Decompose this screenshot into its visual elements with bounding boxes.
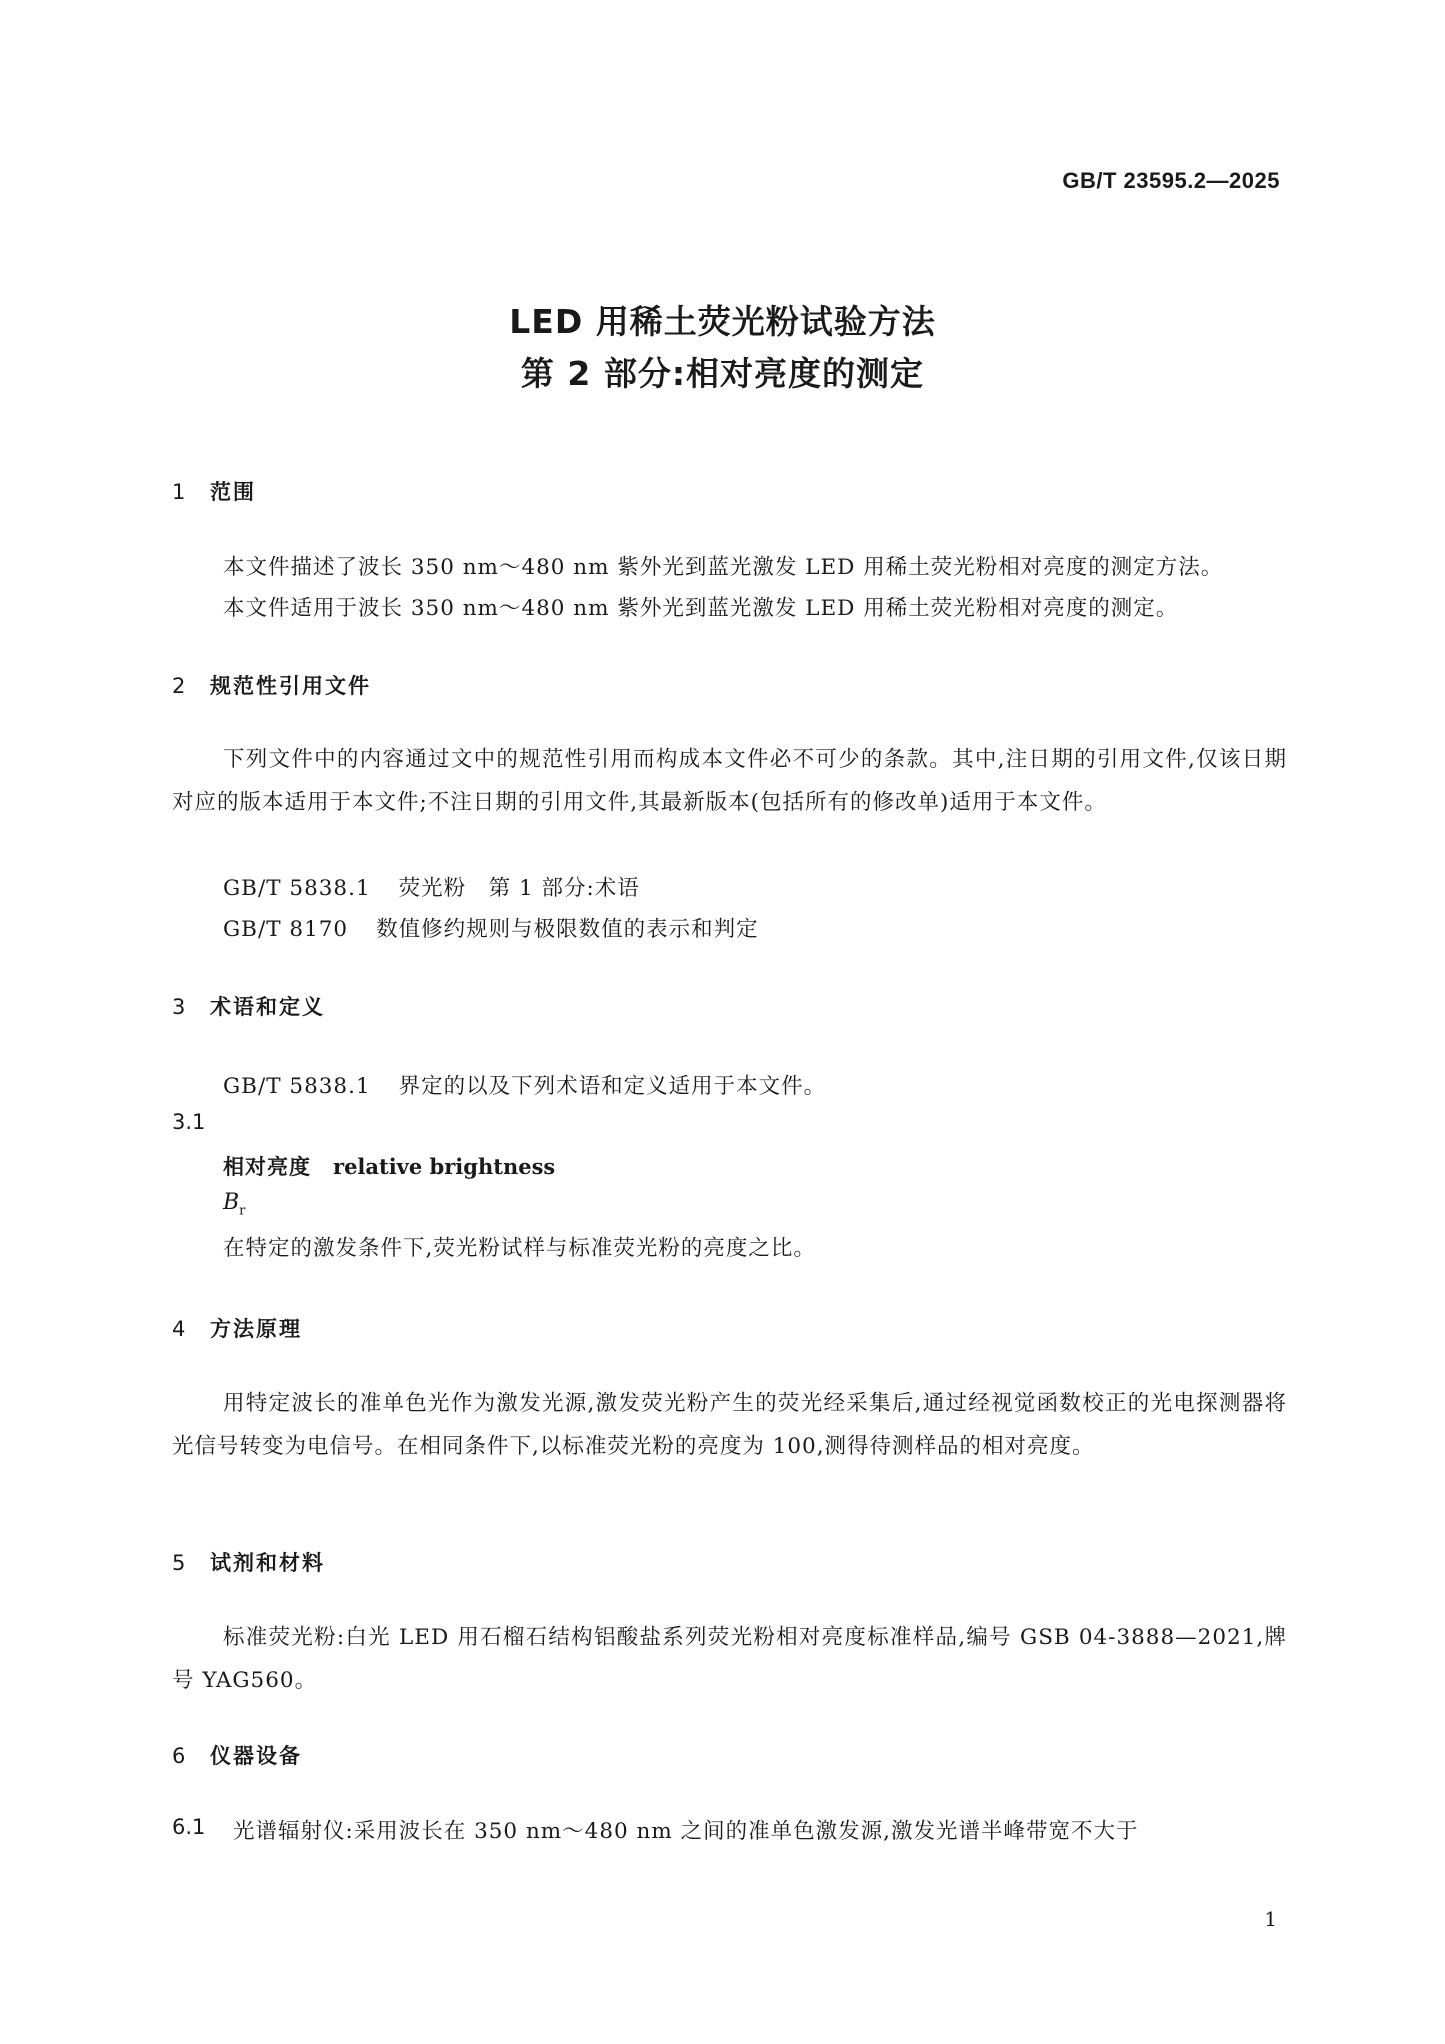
section-title: 仪器设备 bbox=[210, 1744, 302, 1768]
section-number: 5 bbox=[172, 1551, 188, 1575]
terms-intro-text: 界定的以及下列术语和定义适用于本文件。 bbox=[398, 1074, 827, 1099]
reference-item-1 bbox=[223, 871, 640, 902]
term-symbol bbox=[223, 1190, 245, 1218]
term-chinese: 相对亮度 bbox=[223, 1155, 311, 1179]
section-title: 方法原理 bbox=[210, 1317, 302, 1341]
section-heading-normative-references bbox=[172, 670, 371, 700]
section-number: 2 bbox=[172, 674, 188, 698]
reference-code: GB/T 5838.1 bbox=[223, 1074, 371, 1099]
section-title: 试剂和材料 bbox=[210, 1551, 325, 1575]
symbol-main: B bbox=[223, 1190, 240, 1215]
term-entry bbox=[223, 1151, 555, 1181]
reagents-paragraph: 标准荧光粉:白光 LED 用石榴石结构铝酸盐系列荧光粉相对亮度标准样品,编号 GSB 04-3888—2021,牌号 YAG560。 bbox=[172, 1625, 1287, 1693]
section-heading-scope bbox=[172, 476, 256, 506]
principle-paragraph: 用特定波长的准单色光作为激发光源,激发荧光粉产生的荧光经采集后,通过经视觉函数校正的光电探测器将光信号转变为电信号。在相同条件下,以标准荧光粉的亮度为 100,测得待测样品的相对亮度。 bbox=[172, 1391, 1287, 1459]
section-number: 1 bbox=[172, 480, 188, 504]
page-number: 1 bbox=[1264, 1907, 1277, 1931]
references-paragraph: 下列文件中的内容通过文中的规范性引用而构成本文件必不可少的条款。其中,注日期的引用文件,仅该日期对应的版本适用于本文件;不注日期的引用文件,其最新版本(包括所有的修改单)适用于本文件。 bbox=[172, 747, 1287, 815]
scope-paragraph-2: 本文件适用于波长 350 nm～480 nm 紫外光到蓝光激发 LED 用稀土荧光粉相对亮度的测定。 bbox=[223, 596, 1179, 621]
section-heading-apparatus bbox=[172, 1740, 302, 1770]
section-title: 规范性引用文件 bbox=[210, 674, 371, 698]
reference-code: GB/T 5838.1 bbox=[223, 876, 371, 901]
subclause-number: 6.1 bbox=[172, 1815, 206, 1839]
document-title-line2: 第 2 部分:相对亮度的测定 bbox=[520, 354, 925, 393]
reference-code: GB/T 8170 bbox=[223, 917, 349, 942]
section-number: 4 bbox=[172, 1317, 188, 1341]
section-heading-principle bbox=[172, 1313, 302, 1343]
section-number: 3 bbox=[172, 995, 188, 1019]
reference-title: 数值修约规则与极限数值的表示和判定 bbox=[376, 917, 759, 942]
standard-number: GB/T 23595.2—2025 bbox=[1062, 168, 1280, 193]
symbol-subscript: r bbox=[239, 1203, 246, 1219]
section-number: 6 bbox=[172, 1744, 188, 1768]
subclause-number: 3.1 bbox=[172, 1110, 206, 1134]
reference-item-2 bbox=[223, 912, 759, 943]
apparatus-text: 光谱辐射仪:采用波长在 350 nm～480 nm 之间的准单色激发源,激发光谱半峰带宽不大于 bbox=[233, 1819, 1139, 1844]
scope-paragraph-1: 本文件描述了波长 350 nm～480 nm 紫外光到蓝光激发 LED 用稀土荧光粉相对亮度的测定方法。 bbox=[223, 555, 1224, 580]
section-heading-reagents bbox=[172, 1547, 325, 1577]
terms-intro bbox=[223, 1069, 826, 1100]
section-title: 术语和定义 bbox=[210, 995, 325, 1019]
document-title-line1: LED 用稀土荧光粉试验方法 bbox=[509, 302, 936, 341]
term-english: relative brightness bbox=[333, 1154, 556, 1179]
section-heading-terms bbox=[172, 991, 325, 1021]
term-definition: 在特定的激发条件下,荧光粉试样与标准荧光粉的亮度之比。 bbox=[223, 1236, 816, 1261]
section-title: 范围 bbox=[210, 480, 256, 504]
reference-title: 荧光粉 第 1 部分:术语 bbox=[398, 876, 640, 901]
